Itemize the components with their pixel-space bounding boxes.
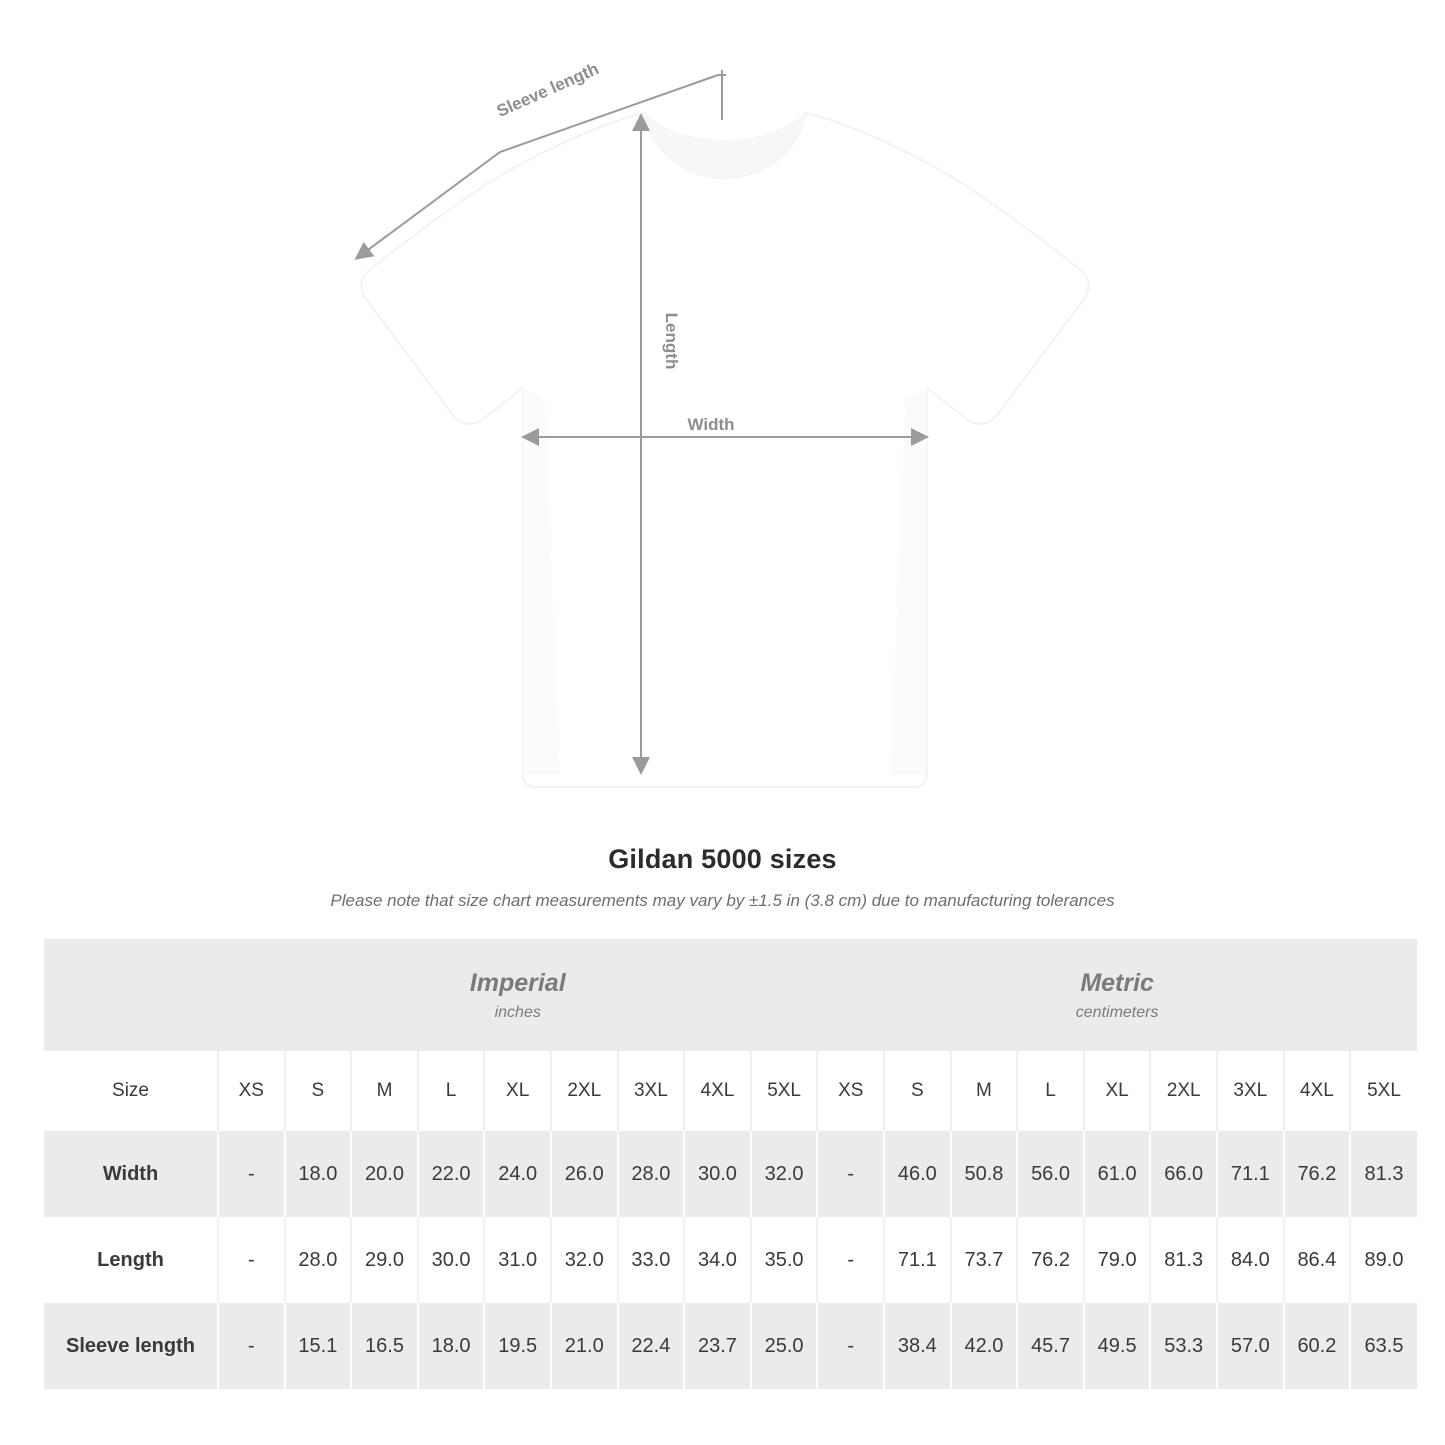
cell-width-imperial-5xl: 32.0 [751, 1131, 818, 1217]
cell-width-imperial-xl: 24.0 [484, 1131, 551, 1217]
size-header-metric-2xl: 2XL [1150, 1051, 1217, 1131]
size-header-imperial-4xl: 4XL [684, 1051, 751, 1131]
cell-length-imperial-xl: 31.0 [484, 1217, 551, 1303]
unit-header-metric [817, 939, 1416, 1051]
sleeve-length-label: Sleeve length [493, 59, 602, 121]
cell-sleeve-imperial-m: 16.5 [351, 1303, 418, 1389]
cell-width-metric-5xl: 81.3 [1350, 1131, 1417, 1217]
size-header-imperial-xl: XL [484, 1051, 551, 1131]
size-header-imperial-5xl: 5XL [751, 1051, 818, 1131]
size-header-metric-xs: XS [817, 1051, 884, 1131]
row-label-width: Width [44, 1131, 218, 1217]
cell-sleeve-metric-4xl: 60.2 [1284, 1303, 1351, 1389]
cell-width-imperial-l: 22.0 [418, 1131, 485, 1217]
size-header-metric-4xl: 4XL [1284, 1051, 1351, 1131]
cell-width-metric-xl: 61.0 [1084, 1131, 1151, 1217]
size-header-metric-3xl: 3XL [1217, 1051, 1284, 1131]
size-header-metric-m: M [951, 1051, 1018, 1131]
cell-width-imperial-m: 20.0 [351, 1131, 418, 1217]
cell-length-imperial-5xl: 35.0 [751, 1217, 818, 1303]
cell-width-imperial-4xl: 30.0 [684, 1131, 751, 1217]
size-header-imperial-2xl: 2XL [551, 1051, 618, 1131]
cell-width-metric-m: 50.8 [951, 1131, 1018, 1217]
cell-length-metric-3xl: 84.0 [1217, 1217, 1284, 1303]
unit-name-imperial: Imperial [469, 968, 566, 997]
cell-length-imperial-l: 30.0 [418, 1217, 485, 1303]
size-header-metric-l: L [1017, 1051, 1084, 1131]
row-label-length: Length [44, 1217, 218, 1303]
cell-length-metric-5xl: 89.0 [1350, 1217, 1417, 1303]
cell-length-metric-xs: - [817, 1217, 884, 1303]
size-header-label: Size [44, 1051, 218, 1131]
cell-sleeve-imperial-l: 18.0 [418, 1303, 485, 1389]
cell-length-imperial-2xl: 32.0 [551, 1217, 618, 1303]
width-label: Width [687, 415, 735, 434]
cell-sleeve-imperial-2xl: 21.0 [551, 1303, 618, 1389]
table-row [44, 1217, 1417, 1303]
cell-sleeve-metric-3xl: 57.0 [1217, 1303, 1284, 1389]
cell-width-metric-xs: - [817, 1131, 884, 1217]
cell-sleeve-imperial-3xl: 22.4 [618, 1303, 685, 1389]
cell-width-imperial-2xl: 26.0 [551, 1131, 618, 1217]
cell-length-metric-l: 76.2 [1017, 1217, 1084, 1303]
cell-sleeve-imperial-5xl: 25.0 [751, 1303, 818, 1389]
chart-title-block [0, 844, 1445, 911]
cell-sleeve-metric-s: 38.4 [884, 1303, 951, 1389]
unit-header-spacer [44, 939, 218, 1051]
cell-length-metric-2xl: 81.3 [1150, 1217, 1217, 1303]
chart-note: Please note that size chart measurements may vary by ±1.5 in (3.8 cm) due to manufacturing tolerances [330, 891, 1115, 910]
table-row [44, 1131, 1417, 1217]
cell-sleeve-imperial-xl: 19.5 [484, 1303, 551, 1389]
cell-length-metric-s: 71.1 [884, 1217, 951, 1303]
cell-length-imperial-4xl: 34.0 [684, 1217, 751, 1303]
unit-name-metric: Metric [1080, 968, 1154, 997]
cell-sleeve-metric-m: 42.0 [951, 1303, 1018, 1389]
chart-title: Gildan 5000 sizes [608, 844, 837, 874]
cell-sleeve-imperial-s: 15.1 [285, 1303, 352, 1389]
cell-sleeve-imperial-xs: - [218, 1303, 285, 1389]
size-header-imperial-l: L [418, 1051, 485, 1131]
cell-width-metric-s: 46.0 [884, 1131, 951, 1217]
length-label: Length [662, 312, 681, 370]
cell-length-imperial-xs: - [218, 1217, 285, 1303]
cell-length-imperial-s: 28.0 [285, 1217, 352, 1303]
unit-sub-metric: centimeters [1075, 1003, 1159, 1021]
size-header-imperial-m: M [351, 1051, 418, 1131]
cell-width-metric-4xl: 76.2 [1284, 1131, 1351, 1217]
cell-sleeve-metric-5xl: 63.5 [1350, 1303, 1417, 1389]
cell-width-metric-2xl: 66.0 [1150, 1131, 1217, 1217]
size-header-imperial-s: S [285, 1051, 352, 1131]
size-header-imperial-3xl: 3XL [618, 1051, 685, 1131]
table-row [44, 1303, 1417, 1389]
cell-sleeve-metric-2xl: 53.3 [1150, 1303, 1217, 1389]
size-header-metric-5xl: 5XL [1350, 1051, 1417, 1131]
cell-sleeve-metric-l: 45.7 [1017, 1303, 1084, 1389]
cell-length-imperial-m: 29.0 [351, 1217, 418, 1303]
size-table-wrap [44, 939, 1404, 1389]
cell-length-imperial-3xl: 33.0 [618, 1217, 685, 1303]
cell-length-metric-4xl: 86.4 [1284, 1217, 1351, 1303]
cell-width-imperial-s: 18.0 [285, 1131, 352, 1217]
cell-length-metric-m: 73.7 [951, 1217, 1018, 1303]
cell-sleeve-metric-xl: 49.5 [1084, 1303, 1151, 1389]
size-header-metric-s: S [884, 1051, 951, 1131]
unit-sub-imperial: inches [494, 1003, 541, 1021]
cell-width-imperial-xs: - [218, 1131, 285, 1217]
tshirt-shape [361, 113, 1089, 787]
size-header-row [44, 1051, 1417, 1131]
unit-header-imperial [218, 939, 817, 1051]
cell-sleeve-metric-xs: - [817, 1303, 884, 1389]
cell-width-imperial-3xl: 28.0 [618, 1131, 685, 1217]
size-header-imperial-xs: XS [218, 1051, 285, 1131]
size-header-metric-xl: XL [1084, 1051, 1151, 1131]
cell-length-metric-xl: 79.0 [1084, 1217, 1151, 1303]
unit-header-row [44, 939, 1417, 1051]
cell-width-metric-3xl: 71.1 [1217, 1131, 1284, 1217]
cell-width-metric-l: 56.0 [1017, 1131, 1084, 1217]
row-label-sleeve-length: Sleeve length [44, 1303, 218, 1389]
cell-sleeve-imperial-4xl: 23.7 [684, 1303, 751, 1389]
size-table [44, 939, 1417, 1389]
